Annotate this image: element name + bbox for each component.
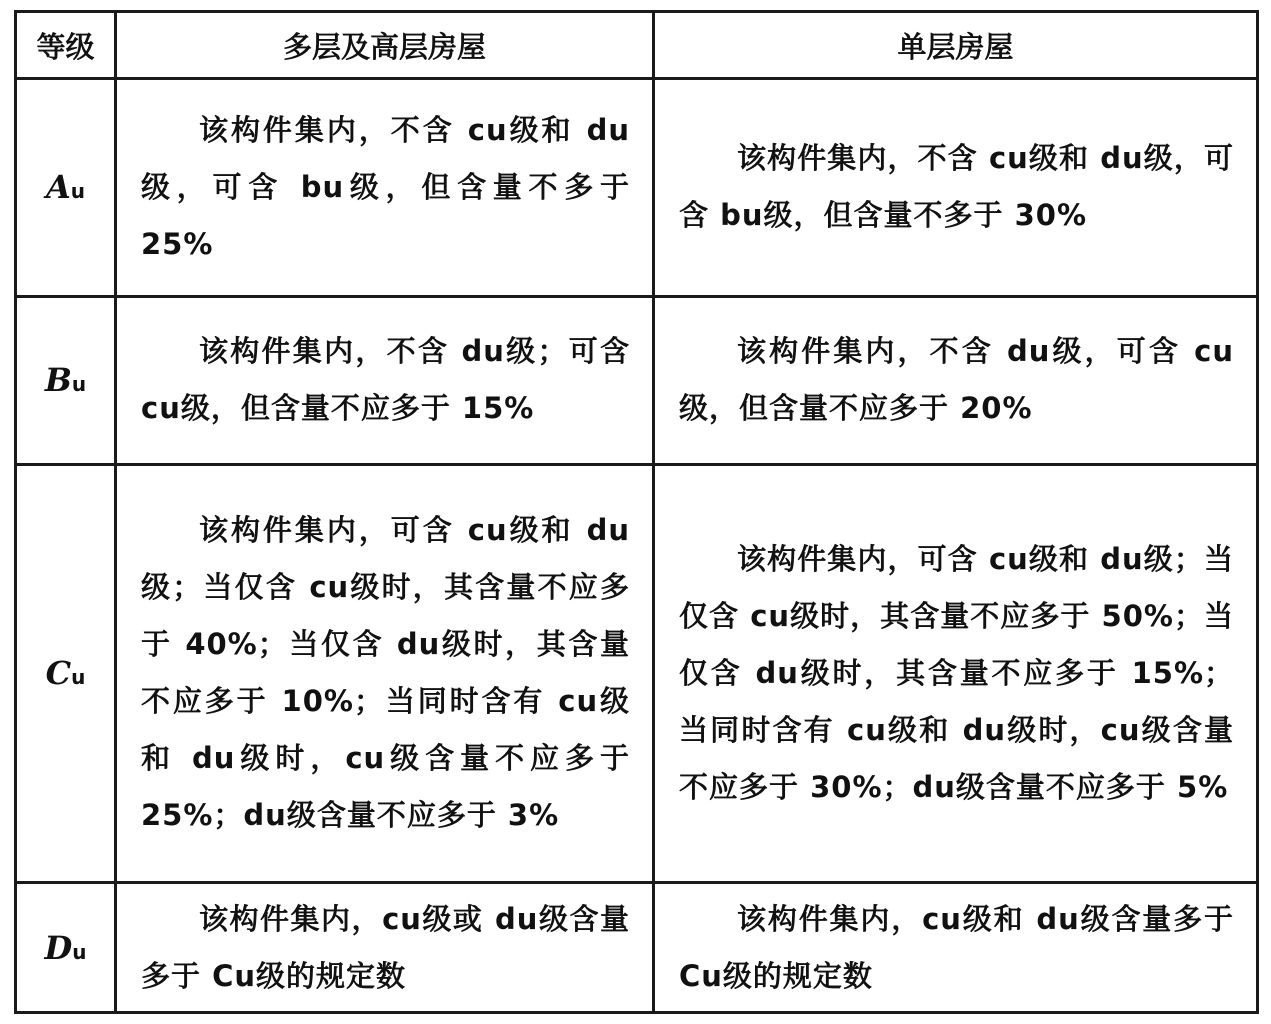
- multi-storey-cell-du: 该构件集内，cu级或 du级含量多于 Cu级的规定数: [116, 883, 654, 1013]
- grade-cell-du: [16, 883, 116, 1013]
- table-row-cu: [16, 464, 1258, 883]
- single-storey-cell-bu: 该构件集内，不含 du级，可含 cu级，但含量不应多于 20%: [654, 296, 1258, 464]
- single-storey-cell-au: 该构件集内，不含 cu级和 du级，可含 bu级，但含量不多于 30%: [654, 79, 1258, 297]
- single-storey-cell-cu: 该构件集内，可含 cu级和 du级；当仅含 cu级时，其含量不应多于 50%；当仅含 du级时，其含量不应多于 15%；当同时含有 cu级和 du级时，cu级含量不应多于 30%；du级含量不应多于 5%: [654, 464, 1258, 883]
- grade-letter: D: [44, 928, 73, 967]
- grade-letter: B: [44, 361, 72, 400]
- table-row-au: [16, 79, 1258, 297]
- header-single-storey: 单层房屋: [654, 12, 1258, 79]
- multi-storey-cell-bu: 该构件集内，不含 du级；可含 cu级，但含量不应多于 15%: [116, 296, 654, 464]
- table-row-du: [16, 883, 1258, 1013]
- grade-subscript: u: [71, 665, 86, 690]
- single-storey-cell-du: 该构件集内，cu级和 du级含量多于 Cu级的规定数: [654, 883, 1258, 1013]
- grade-cell-cu: [16, 464, 116, 883]
- header-grade: 等级: [16, 12, 116, 79]
- grade-subscript: u: [70, 179, 86, 204]
- grade-cell-au: [16, 79, 116, 297]
- grade-subscript: u: [72, 939, 87, 964]
- header-multi-storey: 多层及高层房屋: [116, 12, 654, 79]
- grade-cell-bu: [16, 296, 116, 464]
- header-row: [16, 12, 1258, 79]
- table-row-bu: [16, 296, 1258, 464]
- grade-letter: A: [45, 168, 71, 207]
- grade-letter: C: [45, 654, 72, 693]
- grade-subscript: u: [71, 372, 87, 397]
- grade-standard-table: [14, 10, 1259, 1014]
- multi-storey-cell-au: 该构件集内，不含 cu级和 du级，可含 bu级，但含量不多于 25%: [116, 79, 654, 297]
- multi-storey-cell-cu: 该构件集内，可含 cu级和 du级；当仅含 cu级时，其含量不应多于 40%；当仅含 du级时，其含量不应多于 10%；当同时含有 cu级和 du级时，cu级含量不应多于 25%；du级含量不应多于 3%: [116, 464, 654, 883]
